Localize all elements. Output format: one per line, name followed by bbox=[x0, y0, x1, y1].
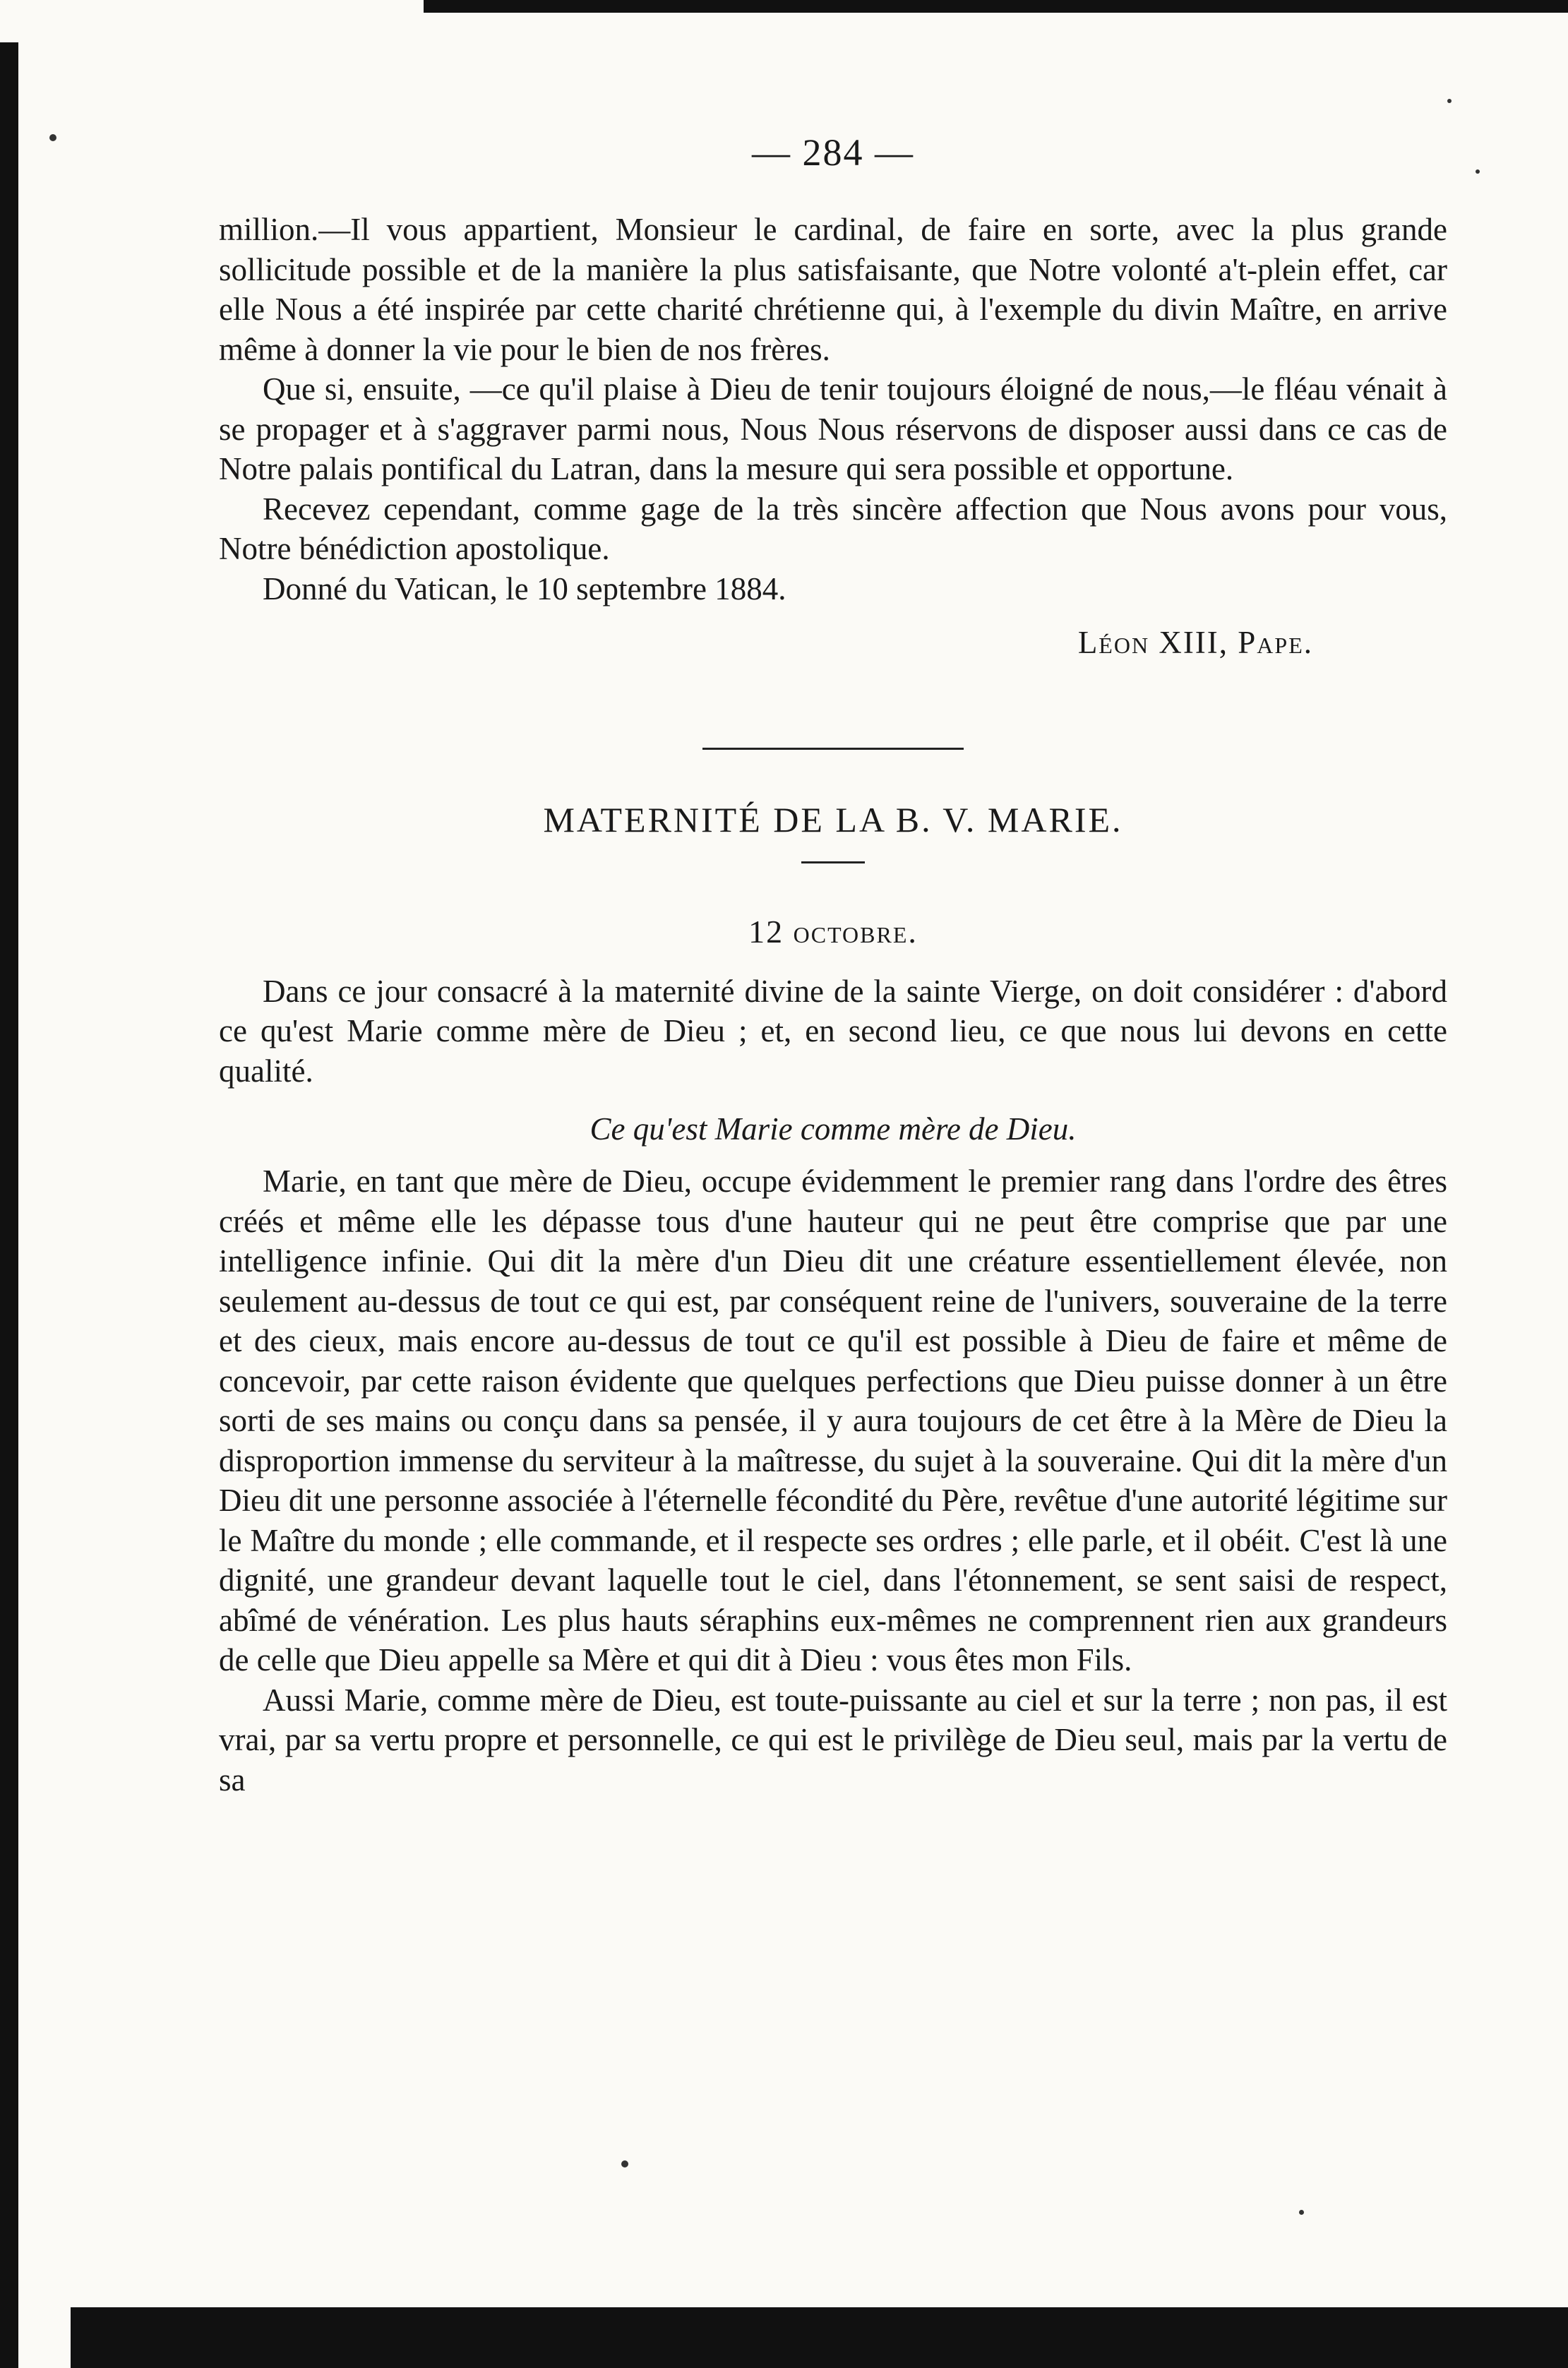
paragraph: Aussi Marie, comme mère de Dieu, est toute-puissante au ciel et sur la terre ; non pas, il est vrai, par sa vertu propre et personnelle, ce qui est le privilège de Dieu seul, mais par la vertu de sa bbox=[219, 1682, 1447, 1798]
section-title: MATERNITÉ DE LA B. V. MARIE. bbox=[543, 799, 1123, 839]
scan-edge-bottom bbox=[71, 2307, 1568, 2368]
scan-edge-top bbox=[424, 0, 1568, 13]
subheading: Ce qu'est Marie comme mère de Dieu. bbox=[590, 1111, 1077, 1147]
scan-speck bbox=[1476, 169, 1480, 174]
paragraph: Recevez cependant, comme gage de la très sincère affection que Nous avons pour vous, Notre bénédiction apostolique. bbox=[219, 491, 1447, 566]
paragraph: Que si, ensuite, —ce qu'il plaise à Dieu de tenir toujours éloigné de nous,—le fléau vénait à se propager et à s'aggraver parmi nous, Nous Nous réservons de disposer aussi dans ce cas de Notre palais pontifical du Latran, dans la mesure qui sera possible et opportune. bbox=[219, 371, 1447, 486]
signature: Léon XIII, Pape. bbox=[1077, 625, 1313, 660]
scan-edge-left bbox=[0, 42, 18, 2368]
section-divider bbox=[702, 748, 964, 750]
scan-speck bbox=[1447, 99, 1452, 103]
page-number: — 284 — bbox=[752, 131, 914, 174]
scan-speck bbox=[49, 134, 56, 141]
scan-speck bbox=[1299, 2210, 1304, 2215]
section-date bbox=[219, 913, 1447, 950]
intro-paragraph: Dans ce jour consacré à la maternité divine de la sainte Vierge, on doit considérer : d'abord ce qu'est Marie comme mère de Dieu ; et, en second lieu, ce que nous lui devons en cette qualité. bbox=[219, 973, 1447, 1089]
paragraph: million.—Il vous appartient, Monsieur le cardinal, de faire en sorte, avec la plus grande sollicitude possible et de la manière la plus satisfaisante, que Notre volonté a't-plein effet, car elle Nous a été inspirée par cette charité chrétienne qui, à l'exemple du divin Maître, en arrive même à donner la vie pour le bien de nos frères. bbox=[219, 212, 1447, 367]
scan-speck bbox=[621, 2160, 628, 2167]
section-date-text: 12 octobre. bbox=[748, 913, 918, 950]
paragraph: Marie, en tant que mère de Dieu, occupe évidemment le premier rang dans l'ordre des êtres créés et même elle les dépasse tous d'une hauteur qui ne peut être comprise que par une intelligence infinie. Qui dit la mère d'un Dieu dit une créature essentiellement élevée, non seulement au-dessus de tout ce qui est, par conséquent reine de l'univers, souveraine de la terre et des cieux, mais encore au-dessus de tout ce qu'il est possible à Dieu de faire et même de concevoir, par cette raison évidente que quelques perfections que Dieu puisse donner à un être sorti de ses mains ou conçu dans sa pensée, il y aura toujours de cet être à la Mère de Dieu la disproportion immense du serviteur à la maîtresse, du sujet à la souveraine. Qui dit la mère d'un Dieu dit une personne associée à l'éternelle fécondité du Père, revêtue d'une autorité légitime sur le Maître du monde ; elle commande, et il respecte ses ordres ; elle parle, et il obéit. C'est là une dignité, une grandeur devant laquelle tout le ciel, dans l'étonnement, se sent saisi de respect, abîmé de vénération. Les plus hauts séraphins eux-mêmes ne comprennent rien aux grandeurs de celle que Dieu appelle sa Mère et qui dit à Dieu : vous êtes mon Fils. bbox=[219, 1164, 1447, 1678]
document-page bbox=[219, 131, 1447, 1800]
title-underline bbox=[801, 861, 865, 863]
date-line: Donné du Vatican, le 10 septembre 1884. bbox=[263, 570, 786, 606]
